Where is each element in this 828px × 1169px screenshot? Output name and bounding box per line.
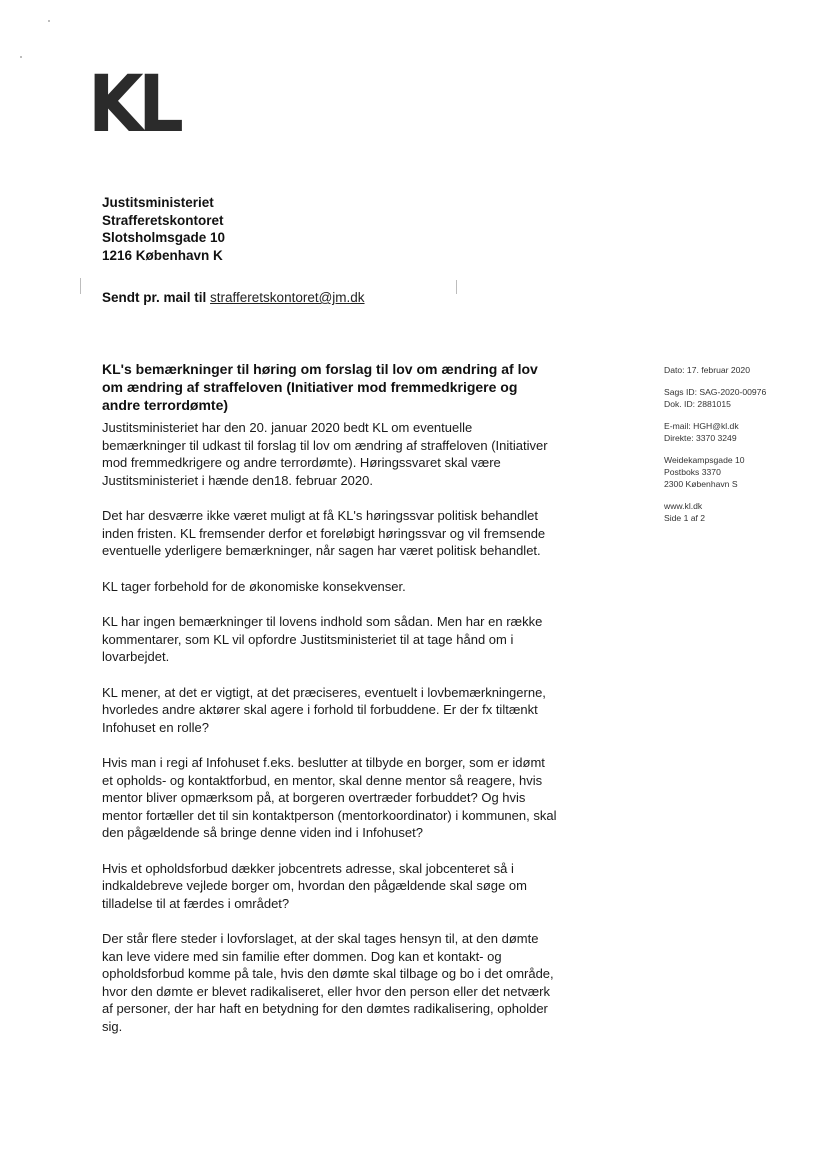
scan-mark <box>80 278 81 294</box>
recipient-line: 1216 København K <box>102 247 223 263</box>
sent-prefix: Sendt pr. mail til <box>102 290 211 305</box>
kl-logo: KL <box>88 60 179 150</box>
sent-by-mail-line <box>102 290 365 305</box>
letter-metadata-sidebar <box>664 364 814 534</box>
body-paragraph: Der står flere steder i lovforslaget, at der skal tages hensyn til, at den dømte kan leve videre med sin familie efter dommen. Dog kan et kontakt- og opholdsforbud komme på tale, hvis den dømte skal tilbage og bo i det område, hvor den dømte er blevet radikaliseret, eller hvor den person eller det netværk af personer, der har haft en betydning for den dømtes radikalisering, opholder sig. <box>102 931 554 1034</box>
scan-mark <box>456 280 457 294</box>
body-paragraph: Justitsministeriet har den 20. januar 2020 bedt KL om eventuelle bemærkninger til udkast til forslag til lov om ændring af straffeloven (Initiativer mod fremmedkrigere og andre terrordømte). Høringssvaret skal være Justitsministeriet i hænde den18. februar 2020. <box>102 420 548 488</box>
scan-mark <box>20 56 22 58</box>
document-id-field: Dok. ID: 2881015 <box>664 399 731 409</box>
body-paragraph: Hvis man i regi af Infohuset f.eks. beslutter at tilbyde en borger, som er idømt et opholds- og kontaktforbud, en mentor, skal denne mentor så reagere, hvis mentor bliver opmærksom på, at borgeren overtræder forbuddet? Og hvis mentor fortæller det til sin kontaktperson (mentorkoordinator) i kommunen, skal den pågældende så bringe denne viden ind i Infohuset? <box>102 755 557 840</box>
letter-body <box>102 419 558 1053</box>
recipient-email-link[interactable]: strafferetskontoret@jm.dk <box>210 290 365 305</box>
scan-mark <box>48 20 50 22</box>
body-paragraph: Det har desværre ikke været muligt at få KL's høringssvar politisk behandlet inden fristen. KL fremsender derfor et foreløbigt høringssvar og vil fremsende eventuelle yderligere bemærkninger, når sagen har været politisk behandlet. <box>102 508 546 558</box>
sender-address-line: Postboks 3370 <box>664 467 721 477</box>
recipient-line: Justitsministeriet <box>102 195 214 210</box>
case-id-field: Sags ID: SAG-2020-00976 <box>664 387 767 397</box>
recipient-address <box>102 194 225 264</box>
direct-phone-field: Direkte: 3370 3249 <box>664 433 737 443</box>
recipient-line: Strafferetskontoret <box>102 212 224 228</box>
sender-address-line: Weidekampsgade 10 <box>664 455 745 465</box>
letter-subject: KL's bemærkninger til høring om forslag til lov om ændring af lov om ændring af straffeloven (Initiativer mod fremmedkrigere og andre terrordømte) <box>102 361 538 413</box>
website-field: www.kl.dk <box>664 501 703 511</box>
sender-address-line: 2300 København S <box>664 479 738 489</box>
date-field: Dato: 17. februar 2020 <box>664 365 750 375</box>
recipient-line: Slotsholmsgade 10 <box>102 230 226 245</box>
body-paragraph: KL mener, at det er vigtigt, at det præciseres, eventuelt i lovbemærkningerne, hvorledes andre aktører skal agere i forhold til forbuddene. Er der fx tiltænkt Infohuset en rolle? <box>102 684 546 735</box>
body-paragraph: KL har ingen bemærkninger til lovens indhold som sådan. Men har en række kommentarer, som KL vil opfordre Justitsministeriet til at tage hånd om i lovarbejdet. <box>102 614 543 664</box>
page-number: Side 1 af 2 <box>664 513 706 523</box>
body-paragraph: Hvis et opholdsforbud dækker jobcentrets adresse, skal jobcenteret så i indkaldebreve vejlede borger om, hvordan den pågældende skal søge om tilladelse til at færdes i området? <box>102 860 527 911</box>
body-paragraph: KL tager forbehold for de økonomiske konsekvenser. <box>102 578 406 594</box>
email-field: E-mail: HGH@kl.dk <box>664 421 739 431</box>
